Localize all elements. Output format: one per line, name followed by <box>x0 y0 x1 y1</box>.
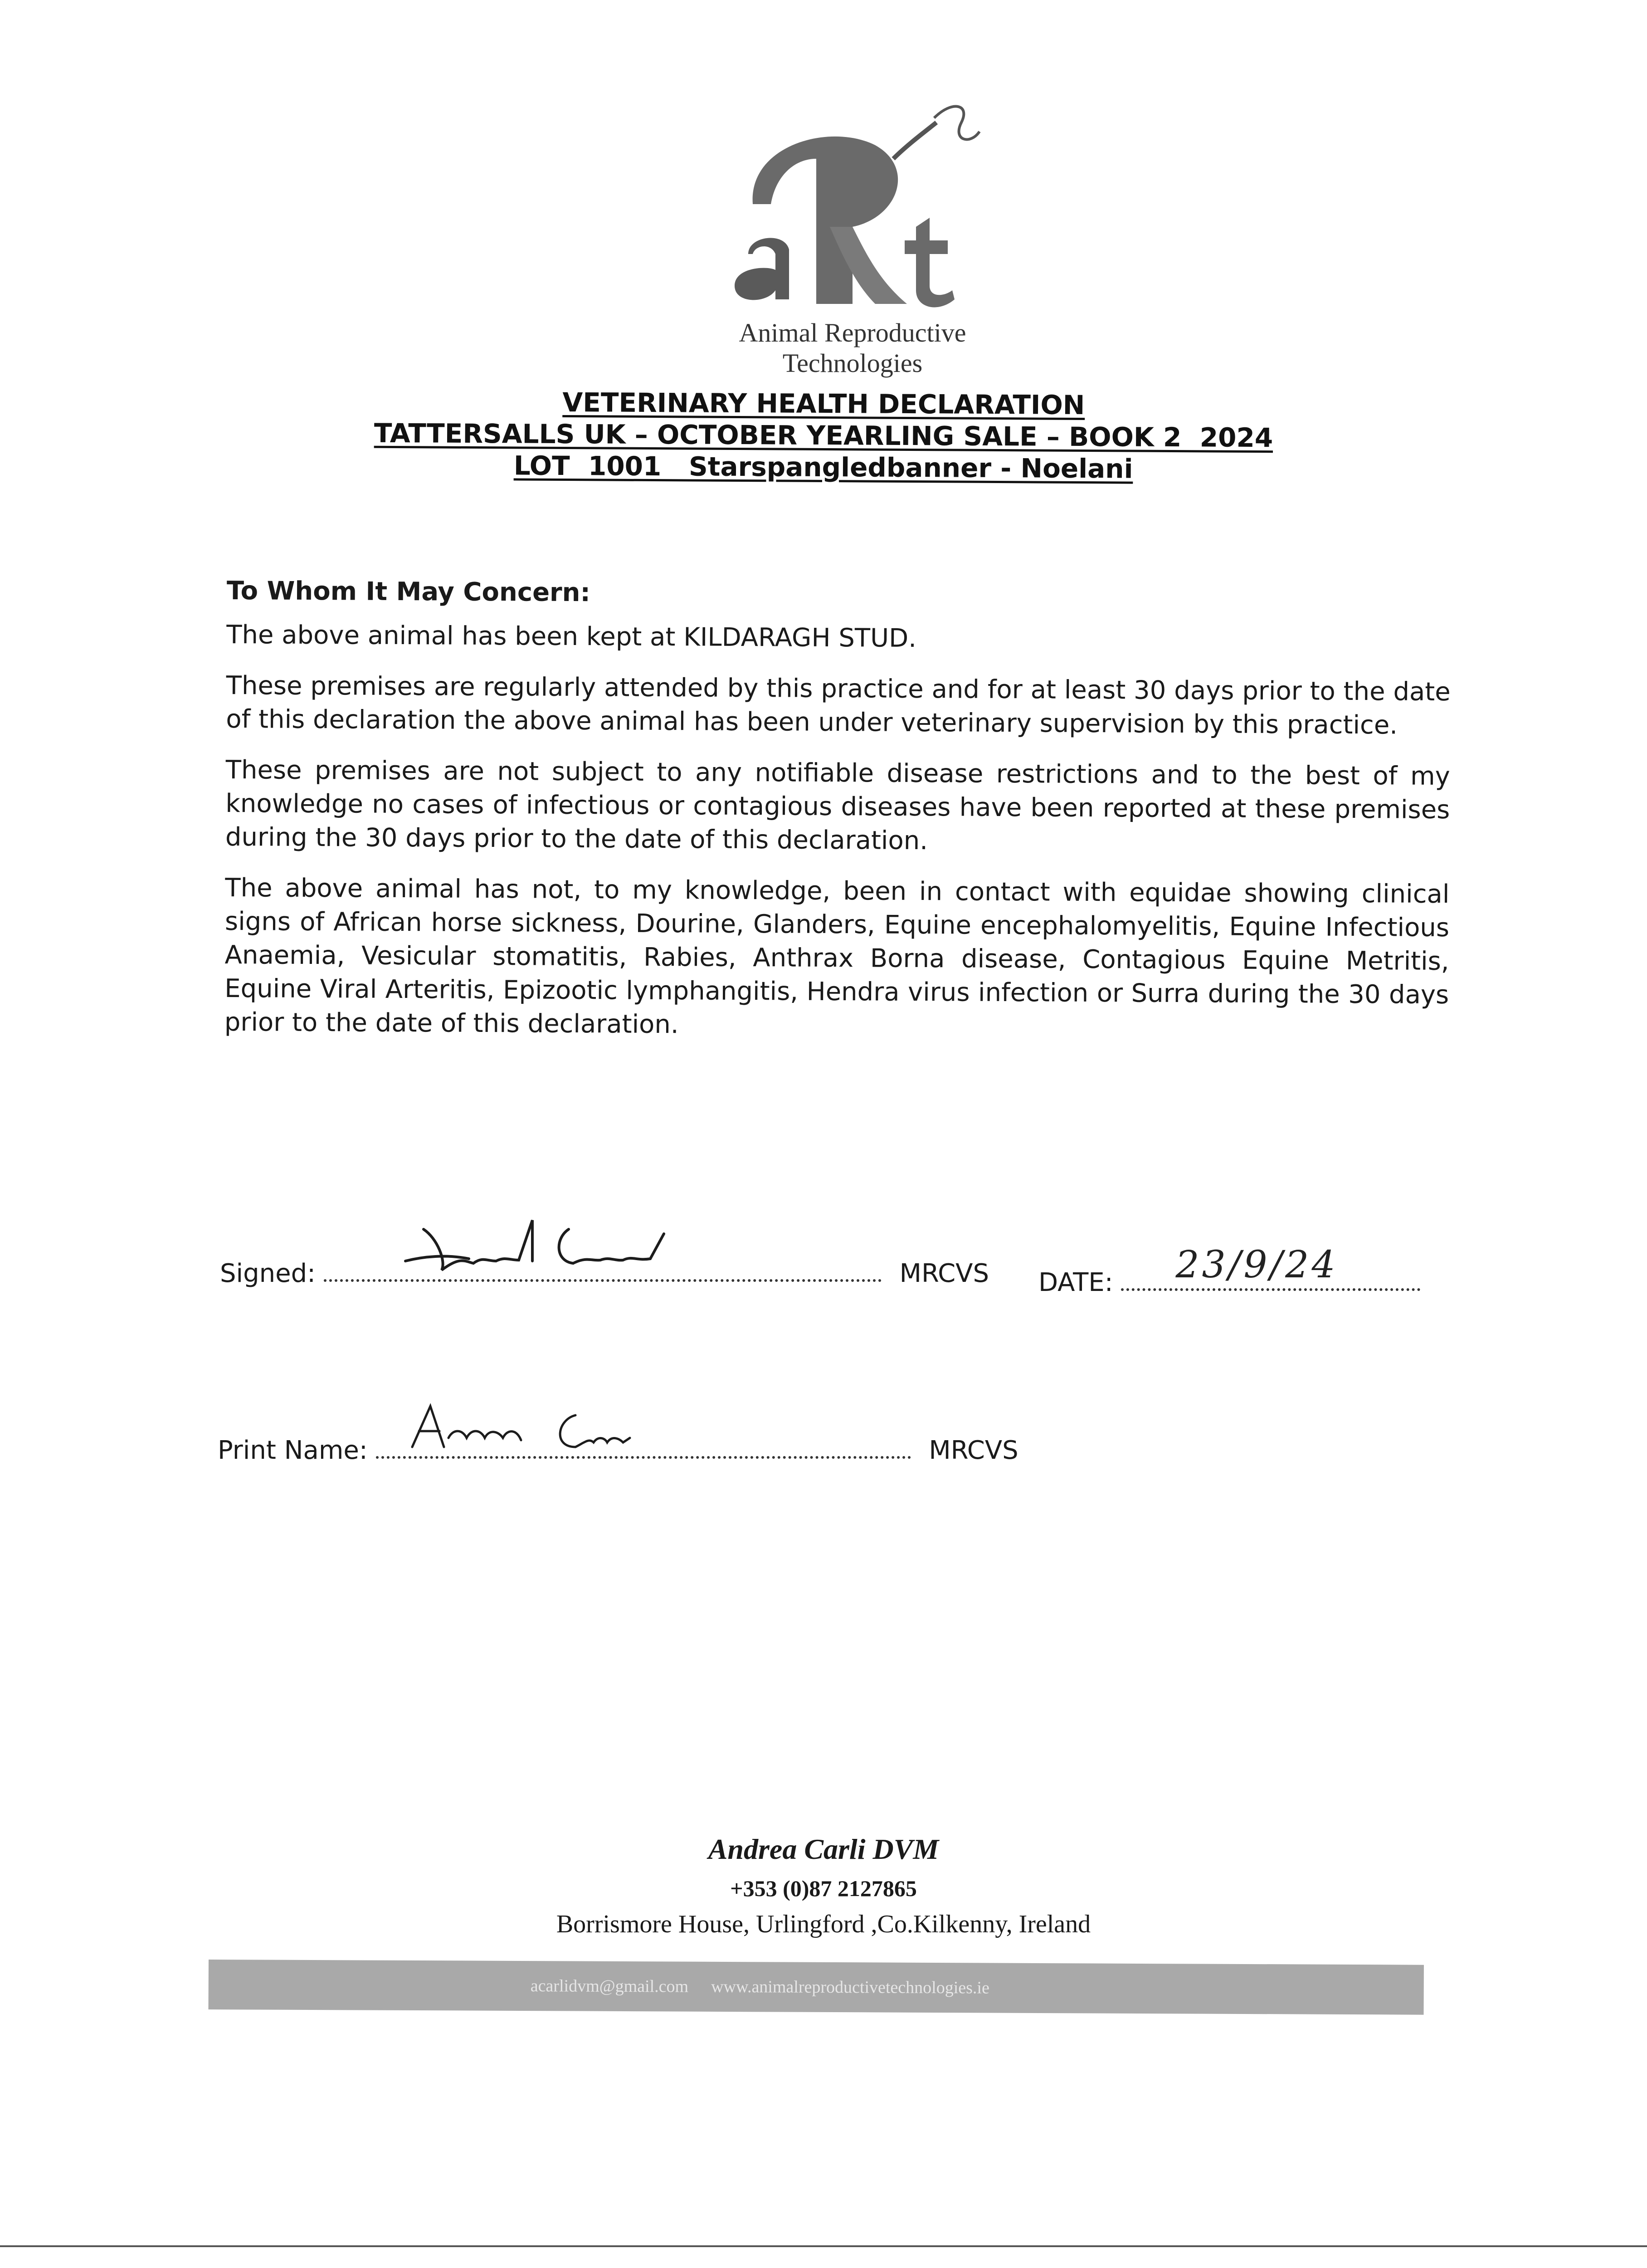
heading-lot: LOT 1001 Starspangledbanner - Noelani <box>513 450 1133 484</box>
paragraph-restrictions: These premises are not subject to any notifiable disease restrictions and to the best of my knowledge no cases of infectious or contagious diseases have been reported at these premises during the 30 days prior to the date of this declaration. <box>225 755 1450 856</box>
heading-sale: TATTERSALLS UK – OCTOBER YEARLING SALE – BOOK 2 2024 <box>374 417 1273 454</box>
signed-row <box>220 1259 989 1288</box>
print-name-line <box>376 1456 911 1459</box>
vet-email: acarlidvm@gmail.com <box>530 1976 689 1996</box>
paragraph-supervision: These premises are regularly attended by this practice and for at least 30 days prior to the date of this declaration the above animal has been under veterinary supervision by this practice. <box>226 670 1451 740</box>
logo-caption: Animal Reproductive Technologies <box>739 318 966 378</box>
handwritten-signature <box>396 1211 687 1279</box>
paragraph-contact: The above animal has not, to my knowledge, been in contact with equidae showing clinical signs of African horse sickness, Dourine, Glanders, Equine encephalomyelitis, Equine Infectious Anaemia, Vesicular stomatitis, Rabies, Anthrax Borna disease, Contagious Equine Metritis, Equine Viral Arteritis, Epizootic lymphangitis, Hendra virus infection or Surra during the 30 days prior to the date of this declaration. <box>224 873 1450 1040</box>
art-logo-graphic <box>680 91 1007 327</box>
vet-address: Borrismore House, Urlingford ,Co.Kilkenny, Ireland <box>556 1910 1091 1938</box>
scan-edge-line <box>0 2245 1647 2247</box>
company-logo <box>680 91 1007 345</box>
heading-title: VETERINARY HEALTH DECLARATION <box>562 386 1085 421</box>
vet-name: Andrea Carli DVM <box>708 1833 939 1865</box>
vet-website: www.animalreproductivetechnologies.ie <box>711 1977 990 1998</box>
letterhead-footer <box>0 1833 1647 1939</box>
signature-line <box>324 1279 882 1282</box>
handwritten-print-name <box>403 1397 657 1456</box>
footer-contact-band <box>209 1960 1424 2015</box>
date-label: DATE: <box>1038 1268 1113 1297</box>
date-value: 23/9/24 <box>1175 1243 1338 1286</box>
vet-phone: +353 (0)87 2127865 <box>730 1876 917 1901</box>
declaration-body <box>224 576 1451 1063</box>
document-heading <box>0 383 1647 487</box>
paragraph-premises: The above animal has been kept at KILDARAGH STUD. <box>226 620 917 653</box>
print-name-row <box>218 1436 1018 1465</box>
date-line <box>1121 1243 1420 1291</box>
signed-label: Signed: <box>220 1259 316 1288</box>
print-name-label: Print Name: <box>218 1436 368 1465</box>
print-name-suffix: MRCVS <box>929 1436 1018 1465</box>
greeting: To Whom It May Concern: <box>226 576 591 608</box>
signed-suffix: MRCVS <box>899 1259 989 1288</box>
date-row <box>1038 1243 1420 1297</box>
